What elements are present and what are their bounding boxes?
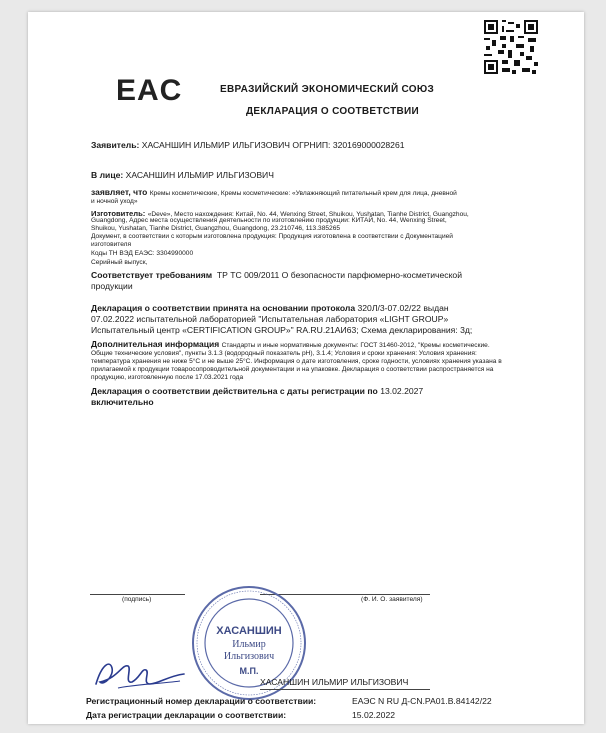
manufacturer-line6: Коды ТН ВЭД ЕАЭС: 3304990000 xyxy=(91,250,194,257)
person-value: ХАСАНШИН ИЛЬМИР ИЛЬГИЗОВИЧ xyxy=(125,170,274,180)
declares-row xyxy=(91,187,457,197)
signatory-name: ХАСАНШИН ИЛЬМИР ИЛЬГИЗОВИЧ xyxy=(260,677,409,687)
union-title: ЕВРАЗИЙСКИЙ ЭКОНОМИЧЕСКИЙ СОЮЗ xyxy=(220,84,435,95)
person-row xyxy=(91,170,274,180)
declares-line2: и ночной уход» xyxy=(91,198,138,205)
registration-number-label: Регистрационный номер декларации о соответствии: xyxy=(86,696,317,706)
basis-line1: 320Л/3-07.02/22 выдан xyxy=(357,303,449,313)
validity-label: Декларация о соответствии действительна с даты регистрации по xyxy=(91,386,378,396)
manufacturer-line5: изготовителя xyxy=(91,241,132,248)
signature-top-line xyxy=(90,594,185,595)
eac-logo: EAC xyxy=(116,74,183,107)
additional-line2: Общие технические условия", пункты 3.1.3 (водородный показатель pH), 3.1.4; Условия и сроки хранения: Условия хранения: xyxy=(91,350,477,357)
person-label: В лице: xyxy=(91,170,124,180)
name-bottom-line xyxy=(260,689,430,690)
stamp-mp: М.П. xyxy=(239,666,259,676)
applicant-label: Заявитель: xyxy=(91,140,140,150)
additional-row xyxy=(91,339,490,349)
basis-row xyxy=(91,303,449,313)
document-title: ДЕКЛАРАЦИЯ О СООТВЕТСТВИИ xyxy=(246,106,419,117)
validity-date: 13.02.2027 xyxy=(380,386,424,396)
stamp-surname: ХАСАНШИН xyxy=(216,625,282,637)
signature-caption: (подпись) xyxy=(122,596,152,603)
validity-row xyxy=(91,386,423,396)
stamp-firstname: Ильмир xyxy=(232,639,266,650)
handwritten-signature xyxy=(88,654,188,694)
manufacturer-label: Изготовитель: xyxy=(91,209,146,218)
name-caption: (Ф. И. О. заявителя) xyxy=(361,596,423,603)
applicant-row xyxy=(91,140,405,150)
additional-line1: Стандарты и иные нормативные документы: ГОСТ 31460-2012, "Кремы косметические. xyxy=(221,342,490,349)
stamp-patronymic: Ильгизович xyxy=(223,651,275,662)
manufacturer-line4: Документ, в соответствии с которым изготовлена продукция: Продукция изготовлена в соответствии с Документацией xyxy=(91,233,453,240)
manufacturer-line3: Shuikou, Yushatan, Tianhe District, Guangzhou, Guangdong, 23.210746, 113.385265 xyxy=(91,225,341,232)
requirements-line2: продукции xyxy=(91,281,133,291)
qr-code-icon xyxy=(482,18,540,76)
additional-line5: продукцию, изготовленную после 17.03.2021 года xyxy=(91,374,244,381)
registration-date-value: 15.02.2022 xyxy=(352,710,396,720)
declares-label: заявляет, что xyxy=(91,187,148,197)
validity-label2: включительно xyxy=(91,397,154,407)
registration-number-value: ЕАЭС N RU Д-CN.PA01.B.84142/22 xyxy=(352,696,492,706)
additional-label: Дополнительная информация xyxy=(91,339,220,349)
declares-line1: Кремы косметические, Кремы косметические: «Увлажняющий питательный крем для лица, дневной xyxy=(149,190,457,197)
requirements-line1: ТР ТС 009/2011 О безопасности парфюмерно-косметической xyxy=(216,270,463,280)
additional-line3: температура хранения не ниже 5°С и не выше 25°С. Информация о дате изготовления, сроке годности, условиях хранения указана в xyxy=(91,358,502,365)
registration-date-label: Дата регистрации декларации о соответствии: xyxy=(86,710,287,720)
basis-label: Декларация о соответствии принята на основании протокола xyxy=(91,303,356,313)
declaration-sheet xyxy=(28,12,584,724)
manufacturer-line7: Серийный выпуск, xyxy=(91,259,148,266)
basis-line2: 07.02.2022 испытательной лабораторией "Испытательная лаборатория «LIGHT GROUP» xyxy=(91,314,449,324)
basis-line3: Испытательный центр «CERTIFICATION GROUP»" RA.RU.21АИ63; Схема декларирования: 3д; xyxy=(91,325,473,335)
applicant-value: ХАСАНШИН ИЛЬМИР ИЛЬГИЗОВИЧ ОГРНИП: 320169000028261 xyxy=(141,140,405,150)
requirements-label: Соответствует требованиям xyxy=(91,270,213,280)
additional-line4: прилагаемой к продукции товаросопроводительной документации и на упаковке. Декларация о соответствии распространяется на xyxy=(91,366,494,373)
requirements-row xyxy=(91,270,462,280)
manufacturer-line2: Guangdong, Адрес места осуществления деятельности по изготовлению продукции: КИТАЙ, No. 44, Wenxing Street, xyxy=(91,217,447,224)
manufacturer-line1: «Deve», Место нахождения: Китай, No. 44, Wenxing Street, Shuikou, Yushatan, Tianhe District, Guangzhou, xyxy=(147,211,469,218)
